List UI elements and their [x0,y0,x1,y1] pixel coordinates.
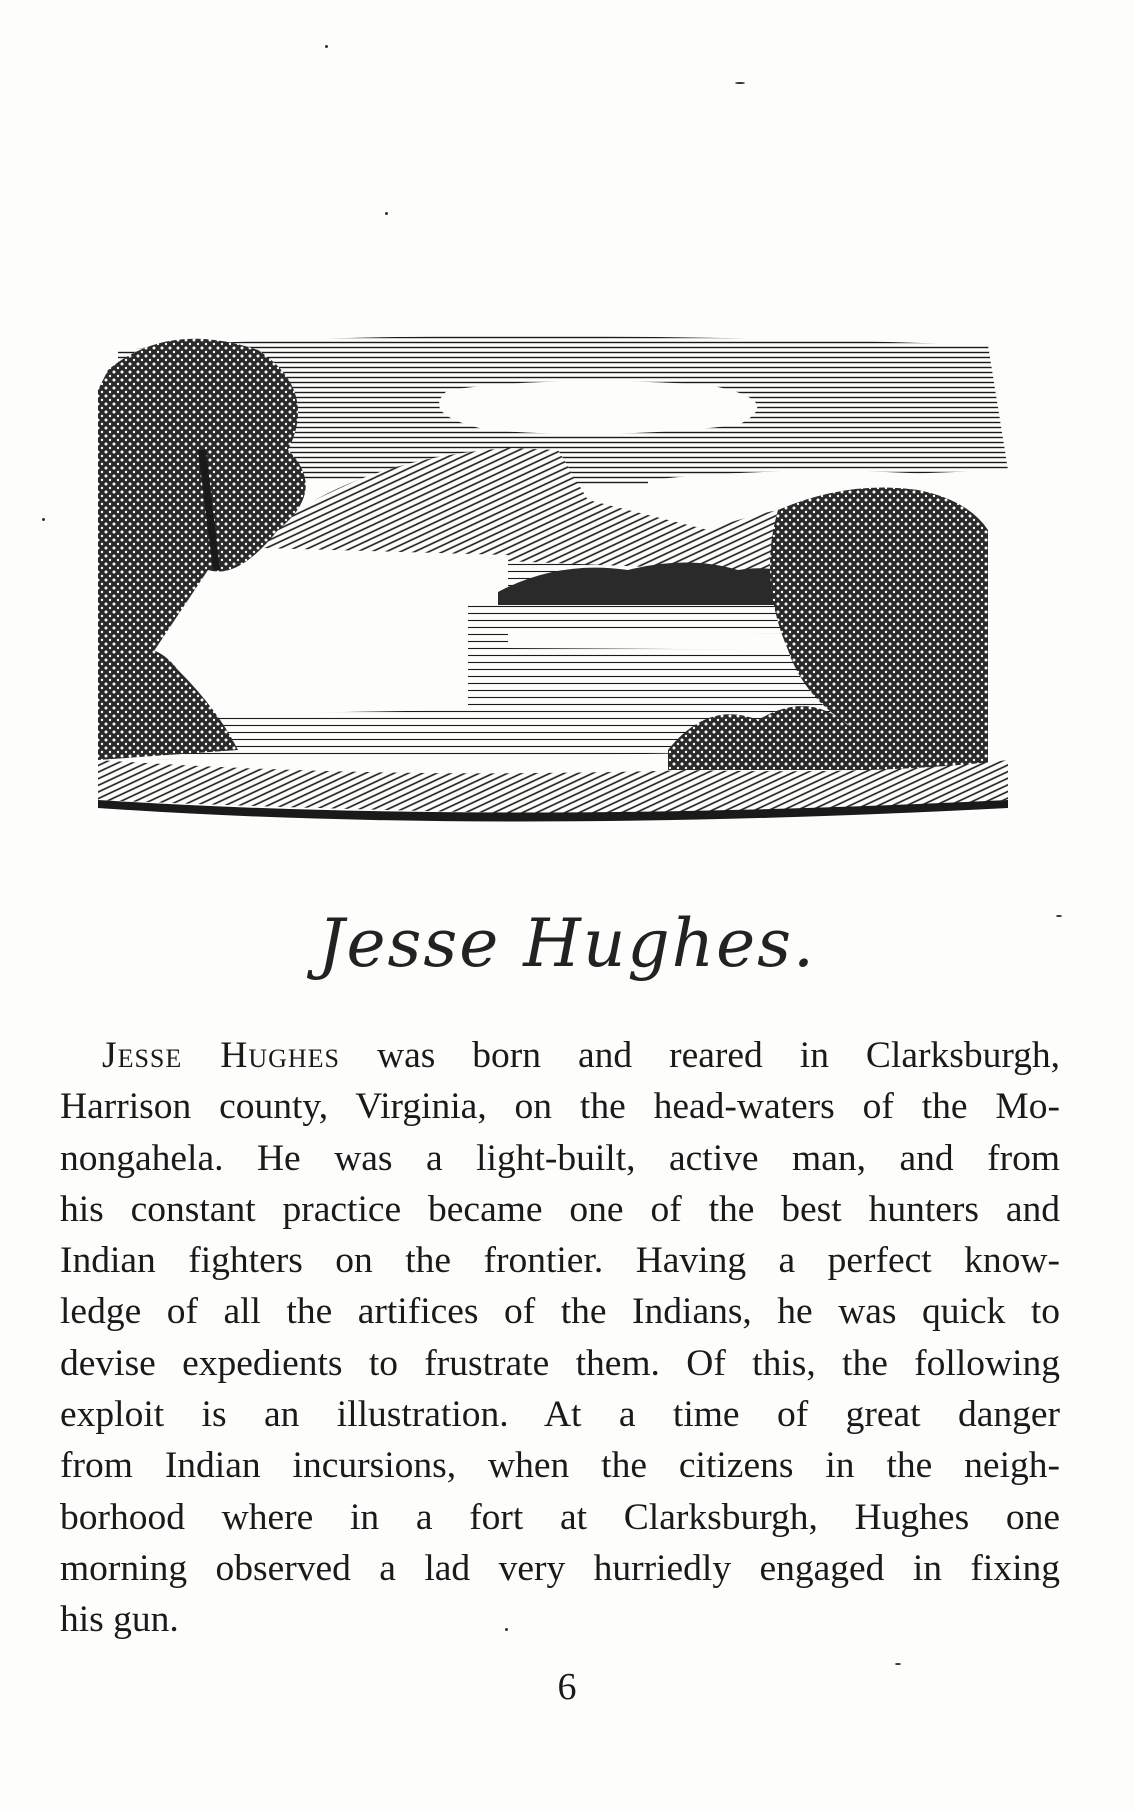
text-line: exploit is an illustration. At a time of great danger [60,1394,1060,1436]
body-paragraph [60,1030,1060,1646]
landscape-engraving [88,330,1036,840]
lead-smallcaps: Jesse Hughes [102,1035,341,1076]
text-line: Jesse Hughes was born and reared in Clarksburgh, [102,1035,1061,1076]
paper-speck [895,1663,901,1665]
paper-speck [325,45,328,48]
text-line: Indian fighters on the frontier. Having a perfect know- [60,1240,1060,1282]
paper-speck [735,82,745,84]
text-line: devise expedients to frustrate them. Of this, the following [60,1342,1060,1384]
text-line: his constant practice became one of the best hunters and [60,1188,1060,1230]
text-line: from Indian incursions, when the citizens in the neigh- [60,1445,1060,1487]
text-line: morning observed a lad very hurriedly engaged in fixing [60,1547,1060,1589]
paper-speck [42,518,45,521]
text-line: his gun. [60,1599,179,1641]
paper-speck [1056,915,1062,917]
text-line: ledge of all the artifices of the Indians, he was quick to [60,1291,1060,1333]
chapter-title: Jesse Hughes. [317,905,817,982]
text-line: Harrison county, Virginia, on the head-waters of the Mo- [60,1086,1060,1128]
paper-speck [385,212,388,215]
page-number: 6 [557,1666,577,1708]
text-line: nongahela. He was a light-built, active man, and from [60,1137,1060,1179]
text-line: borhood where in a fort at Clarksburgh, Hughes one [60,1496,1060,1538]
paper-speck [505,1628,508,1631]
